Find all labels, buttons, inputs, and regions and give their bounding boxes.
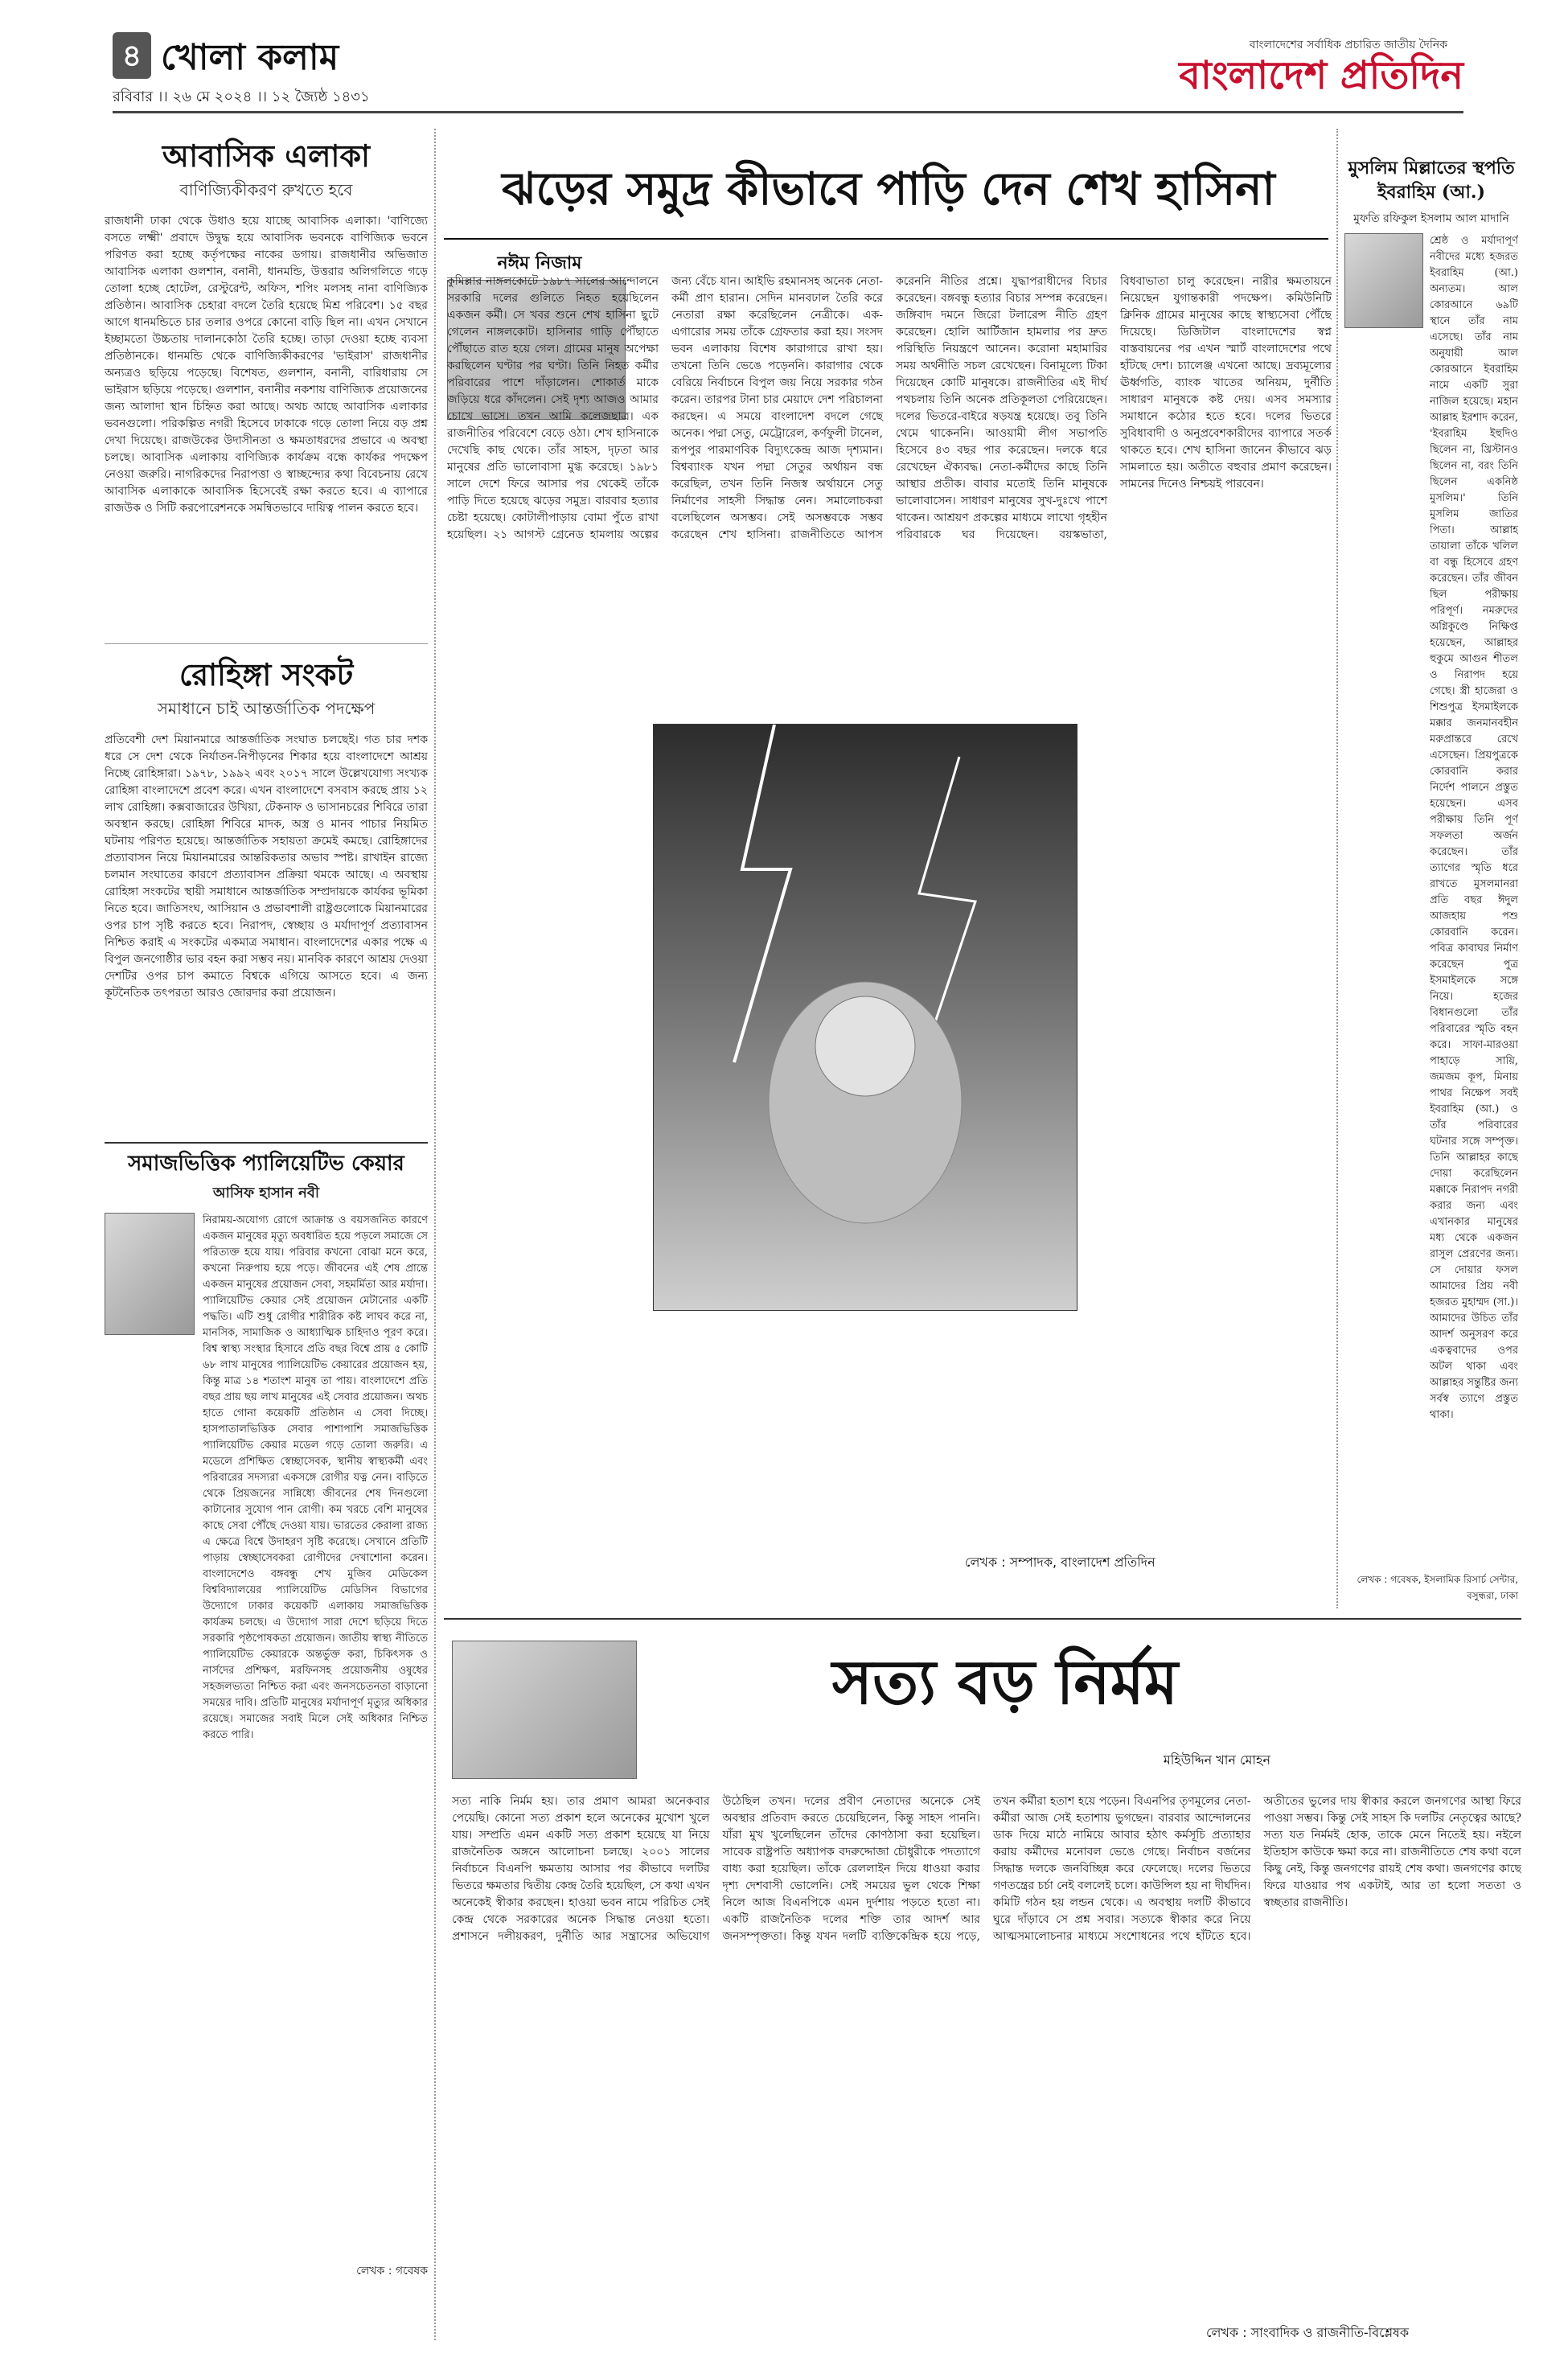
masthead-rule: [113, 111, 1463, 113]
palliative-article: [105, 1146, 428, 2281]
paper-tagline: বাংলাদেশের সর্বাধিক প্রচারিত জাতীয় দৈনিক: [1249, 39, 1447, 51]
page-number: ৪: [121, 38, 142, 73]
second-body-text: সত্য নাকি নির্মম হয়। তার প্রমাণ আমরা অনেকবার পেয়েছি। কোনো সত্য প্রকাশ হলে অনেকের মুখোশ খুলে যায়। সম্প্রতি এমন একটি সত্য প্রকাশ হয়েছে যা নিয়ে রাজনৈতিক অঙ্গনে আলোচনা চলছে। ২০০১ সালের নির্বাচনে বিএনপি ক্ষমতায় আসার পর কীভাবে দলটির ভিতরে ক্ষমতার দ্বিতীয় কেন্দ্র তৈরি হয়েছিল, সে কথা এখন অনেকেই স্বীকার করছেন। হাওয়া ভবন নামে পরিচিত সেই কেন্দ্র থেকে সরকারের অনেক সিদ্ধান্ত নেওয়া হতো। প্রশাসনে দলীয়করণ, দুর্নীতি আর সন্ত্রাসের অভিযোগ উঠেছিল তখন। দলের প্রবীণ নেতাদের অনেকে সেই অবস্থার প্রতিবাদ করতে চেয়েছিলেন, কিন্তু সাহস পাননি। যাঁরা মুখ খুলেছিলেন তাঁদের কোণঠাসা করা হয়েছিল। সাবেক রাষ্ট্রপতি অধ্যাপক বদরুদ্দোজা চৌধুরীকে পদত্যাগে বাধ্য করা হয়েছিল। তাঁকে রেললাইন দিয়ে ধাওয়া করার দৃশ্য দেশবাসী ভোলেনি। সেই সময়ের ভুল থেকে শিক্ষা নিলে আজ বিএনপিকে এমন দুর্দশায় পড়তে হতো না। একটি রাজনৈতিক দলের শক্তি তার আদর্শ আর জনসম্পৃক্ততা। কিন্তু যখন দলটি ব্যক্তিকেন্দ্রিক হয়ে পড়ে, তখন কর্মীরা হতাশ হয়ে পড়েন। বিএনপির তৃণমূলের নেতা-কর্মীরা আজ সেই হতাশায় ভুগছেন। বারবার আন্দোলনের ডাক দিয়ে মাঠে নামিয়ে আবার হঠাৎ কর্মসূচি প্রত্যাহার করায় কর্মীদের মনোবল ভেঙে গেছে। নির্বাচন বর্জনের সিদ্ধান্ত দলকে জনবিচ্ছিন্ন করে ফেলেছে। দলের ভিতরে গণতন্ত্রের চর্চা নেই বললেই চলে। কাউন্সিল হয় না দীর্ঘদিন। কমিটি গঠন হয় লন্ডন থেকে। এ অবস্থায় দলটি কীভাবে ঘুরে দাঁড়াবে সে প্রশ্ন সবার। সত্যকে স্বীকার করে নিয়ে আত্মসমালোচনার মাধ্যমে সংশোধনের পথে হাঁটতে হবে। অতীতের ভুলের দায় স্বীকার করলে জনগণের আস্থা ফিরে পাওয়া সম্ভব। কিন্তু সেই সাহস কি দলটির নেতৃত্বের আছে? সত্য যত নির্মমই হোক, তাকে মেনে নিতেই হয়। নইলে ইতিহাস কাউকে ক্ষমা করে না। রাজনীতিতে শেষ কথা বলে কিছু নেই, কিন্তু জনগণের রায়ই শেষ কথা। জনগণের কাছে ফিরে যাওয়ার পথ একটাই, আর তা হলো সততা ও স্বচ্ছতার রাজনীতি।: [452, 1795, 1521, 1943]
editorial-rohingya-title: রোহিঙ্গা সংকট: [179, 656, 354, 692]
section-title: খোলা কলাম: [161, 37, 339, 78]
palliative-title: সমাজভিত্তিক প্যালিয়েটিভ কেয়ার: [128, 1152, 404, 1176]
palliative-divider: [105, 1142, 428, 1144]
editorial-abasik-body: রাজধানী ঢাকা থেকে উধাও হয়ে যাচ্ছে আবাসিক এলাকা। 'বাণিজ্যে বসতে লক্ষ্মী' প্রবাদে উদ্বুদ্ধ হয়ে আবাসিক ভবনকে বাণিজ্যিক ভবনে পরিণত করা হচ্ছে কর্তৃপক্ষের নাকের ডগায়। রাজধানীর অভিজাত আবাসিক এলাকা গুলশান, বনানী, ধানমন্ডি, উত্তরার অলিগলিতে গড়ে তোলা হচ্ছে হোটেল, রেস্টুরেন্ট, অফিস, শপিং মলসহ নানা বাণিজ্যিক প্রতিষ্ঠান। আবাসিক চেহারা বদলে তৈরি হয়েছে মিশ্র পরিবেশ। ১৫ বছর আগে ধানমন্ডিতে চার তলার ওপরে কোনো বাড়ি ছিল না। এখন সেখানে ইচ্ছামতো উচ্চতায় দালানকোঠা তৈরি হচ্ছে। তাড়া দেওয়া হচ্ছে ব্যবসা প্রতিষ্ঠানকে। ধানমন্ডি থেকে বাণিজ্যিকীকরণের 'ভাইরাস' রাজধানীর অন্যত্রও ছড়িয়ে পড়েছে। বিশেষত, গুলশান, বনানী, বারিধারায় সে ভাইরাস ছড়িয়ে পড়েছে। গুলশান, বনানীর নকশায় বাণিজ্যিক প্রয়োজনের জন্য আলাদা স্থান চিহ্নিত করা আছে। অথচ আছে আবাসিক এলাকার ভবনগুলো। পরিকল্পিত নগরী হিসেবে ঢাকাকে গড়ে তোলা নিয়ে বড় প্রশ্ন দেখা দিয়েছে। রাজউকের উদাসীনতা ও ক্ষমতাধরদের প্রভাবে এ অবস্থা চলছে। আবাসিক এলাকায় বাণিজ্যিক কার্যক্রম বন্ধে কার্যকর পদক্ষেপ নেওয়া জরুরি। নাগরিকদের নিরাপত্তা ও স্বাচ্ছন্দ্যের কথা বিবেচনায় রেখে আবাসিক এলাকাকে আবাসিক হিসেবেই রক্ষা করতে হবে। এ ব্যাপারে রাজউক ও সিটি করপোরেশনকে সমন্বিতভাবে দায়িত্ব পালন করতে হবে।: [105, 215, 428, 515]
palliative-footer: লেখক : গবেষক: [356, 2265, 428, 2277]
right-article-title: মুসলিম মিল্লাতের স্থপতি ইবরাহিম (আ.): [1348, 158, 1515, 203]
right-article-footer: লেখক : গবেষক, ইসলামিক রিসার্চ সেন্টার, বসুন্ধরা, ঢাকা: [1357, 1574, 1518, 1601]
lead-body-text: কুমিল্লার নাঙ্গলকোটে ১৯৮৭ সালের আন্দোলনে সরকারি দলের গুলিতে নিহত হয়েছিলেন একজন কর্মী। সে খবর শুনে শেখ হাসিনা ছুটে গেলেন নাঙ্গলকোট। হাসিনার গাড়ি পৌঁছাতে পৌঁছাতে রাত হয়ে গেল। গ্রামের মানুষ অপেক্ষা করছিলেন ঘণ্টার পর ঘণ্টা। তিনি নিহত কর্মীর পরিবারের পাশে দাঁড়ালেন। শোকার্ত মাকে জড়িয়ে ধরে কাঁদলেন। সেই দৃশ্য আজও আমার চোখে ভাসে। তখন আমি কলেজছাত্র। এক রাজনীতির পরিবেশে বেড়ে ওঠা। শেখ হাসিনাকে দেখেছি কাছ থেকে। তাঁর সাহস, দৃঢ়তা আর মানুষের প্রতি ভালোবাসা মুগ্ধ করেছে। ১৯৮১ সালে দেশে ফিরে আসার পর থেকেই তাঁকে পাড়ি দিতে হয়েছে ঝড়ের সমুদ্র। বারবার হত্যার চেষ্টা হয়েছে। কোটালীপাড়ায় বোমা পুঁতে রাখা হয়েছিল। ২১ আগস্ট গ্রেনেড হামলায় অল্পের জন্য বেঁচে যান। আইভি রহমানসহ অনেক নেতা-কর্মী প্রাণ হারান। সেদিন মানবঢাল তৈরি করে নেতারা রক্ষা করেছিলেন নেত্রীকে। এক-এগারোর সময় তাঁকে গ্রেফতার করা হয়। সংসদ ভবন এলাকায় বিশেষ কারাগারে রাখা হয়। তখনো তিনি ভেঙে পড়েননি। কারাগার থেকে বেরিয়ে নির্বাচনে বিপুল জয় নিয়ে সরকার গঠন করেন। তারপর টানা চার মেয়াদে দেশ পরিচালনা করছেন। এ সময়ে বাংলাদেশ বদলে গেছে অনেক। পদ্মা সেতু, মেট্রোরেল, কর্ণফুলী টানেল, রূপপুর পারমাণবিক বিদ্যুৎকেন্দ্র আজ দৃশ্যমান। বিশ্বব্যাংক যখন পদ্মা সেতুর অর্থায়ন বন্ধ করেছিল, তখন তিনি নিজস্ব অর্থায়নে সেতু নির্মাণের সাহসী সিদ্ধান্ত নেন। সমালোচকরা বলেছিলেন অসম্ভব। সেই অসম্ভবকে সম্ভব করেছেন শেখ হাসিনা। রাজনীতিতে আপস করেননি নীতির প্রশ্নে। যুদ্ধাপরাধীদের বিচার করেছেন। বঙ্গবন্ধু হত্যার বিচার সম্পন্ন করেছেন। জঙ্গিবাদ দমনে জিরো টলারেন্স নীতি গ্রহণ করেছেন। হোলি আর্টিজান হামলার পর দ্রুত পরিস্থিতি নিয়ন্ত্রণে আনেন। করোনা মহামারির সময় অর্থনীতি সচল রেখেছেন। বিনামূল্যে টিকা দিয়েছেন কোটি মানুষকে। রাজনীতির এই দীর্ঘ পথচলায় তিনি অনেক প্রতিকূলতা পেরিয়েছেন। দলের ভিতরে-বাইরে ষড়যন্ত্র হয়েছে। তবু তিনি থেমে থাকেননি। আওয়ামী লীগ সভাপতি হিসেবে ৪৩ বছর পার করেছেন। দলকে ধরে রেখেছেন ঐক্যবদ্ধ। নেতা-কর্মীদের কাছে তিনি আস্থার প্রতীক। বাবার মতোই তিনি মানুষকে ভালোবাসেন। সাধারণ মানুষের সুখ-দুঃখে পাশে থাকেন। আশ্রয়ণ প্রকল্পের মাধ্যমে লাখো গৃহহীন পরিবারকে ঘর দিয়েছেন। বয়স্কভাতা, বিধবাভাতা চালু করেছেন। নারীর ক্ষমতায়নে নিয়েছেন যুগান্তকারী পদক্ষেপ। কমিউনিটি ক্লিনিক গ্রামের মানুষের কাছে স্বাস্থ্যসেবা পৌঁছে দিয়েছে। ডিজিটাল বাংলাদেশের স্বপ্ন বাস্তবায়নের পর এখন স্মার্ট বাংলাদেশের পথে হাঁটছে দেশ। চ্যালেঞ্জ এখনো আছে। দ্রব্যমূল্যের ঊর্ধ্বগতি, ব্যাংক খাতের অনিয়ম, দুর্নীতি সাধারণ মানুষকে কষ্ট দেয়। এসব সমস্যার সমাধানে কঠোর হতে হবে। দলের ভিতরে সুবিধাবাদী ও অনুপ্রবেশকারীদের ব্যাপারে সতর্ক থাকতে হবে। শেখ হাসিনা জানেন কীভাবে ঝড় সামলাতে হয়। অতীতে বহুবার প্রমাণ করেছেন। সামনের দিনেও নিশ্চয়ই পারবেন।: [447, 275, 1332, 541]
editorial-abasik-subtitle: বাণিজ্যিকীকরণ রুখতে হবে: [179, 180, 353, 199]
palliative-author: আসিফ হাসান নবী: [212, 1185, 320, 1201]
lead-body: [447, 273, 1332, 1681]
second-footer: লেখক : সাংবাদিক ও রাজনীতি-বিশ্লেষক: [1206, 2325, 1410, 2340]
second-author-photo: [452, 1641, 637, 1779]
paper-logo: বাংলাদেশ প্রতিদিন: [1179, 53, 1463, 98]
second-body: [452, 1793, 1521, 2308]
lower-section-rule: [444, 1618, 1521, 1620]
editorial-abasik: [105, 137, 428, 614]
editorial-rohingya-body: প্রতিবেশী দেশ মিয়ানমারে আন্তর্জাতিক সংঘাত চলছেই। গত চার দশক ধরে সে দেশ থেকে নির্যাতন-নিপীড়নের শিকার হয়ে বাংলাদেশে আশ্রয় নিচ্ছে রোহিঙ্গারা। ১৯৭৮, ১৯৯২ এবং ২০১৭ সালে উল্লেখযোগ্য সংখ্যক রোহিঙ্গা বাংলাদেশে প্রবেশ করে। এখন বাংলাদেশে বসবাস করছে প্রায় ১২ লাখ রোহিঙ্গা। কক্সবাজারের উখিয়া, টেকনাফ ও ভাসানচরের শিবিরে তারা অবস্থান করছে। রোহিঙ্গা শিবিরে মাদক, অস্ত্র ও মানব পাচার নিয়মিত ঘটনায় পরিণত হয়েছে। আন্তর্জাতিক সহায়তা ক্রমেই কমছে। রোহিঙ্গাদের প্রত্যাবাসন নিয়ে মিয়ানমারের আন্তরিকতার অভাব স্পষ্ট। রাখাইন রাজ্যে চলমান সংঘাতের কারণে প্রত্যাবাসন প্রক্রিয়া থমকে আছে। এ অবস্থায় রোহিঙ্গা সংকটের স্থায়ী সমাধানে আন্তর্জাতিক সম্প্রদায়কে কার্যকর ভূমিকা নিতে হবে। জাতিসংঘ, আসিয়ান ও প্রভাবশালী রাষ্ট্রগুলোকে মিয়ানমারের ওপর চাপ সৃষ্টি করতে হবে। নিরাপদ, স্বেচ্ছায় ও মর্যাদাপূর্ণ প্রত্যাবাসন নিশ্চিত করাই এ সংকটের একমাত্র সমাধান। বাংলাদেশের একার পক্ষে এ বিপুল জনগোষ্ঠীর ভার বহন করা সম্ভব নয়। মানবিক কারণে আশ্রয় দেওয়া দেশটির ওপর চাপ কমাতে বিশ্বকে এগিয়ে আসতে হবে। এ জন্য কূটনৈতিক তৎপরতা আরও জোরদার করা প্রয়োজন।: [105, 733, 428, 1000]
lead-headline-rule: [444, 238, 1328, 240]
editorial-rohingya: [105, 655, 428, 1150]
palliative-author-photo: [105, 1213, 195, 1335]
editorial-abasik-title: আবাসিক এলাকা: [162, 138, 371, 174]
right-article-body: শ্রেষ্ঠ ও মর্যাদাপূর্ণ নবীদের মধ্যে হজরত ইবরাহিম (আ.) অন্যতম। আল কোরআনে ৬৯টি স্থানে তাঁর নাম এসেছে। তাঁর নাম অনুযায়ী আল কোরআনে ইবরাহিম নামে একটি সুরা নাজিল হয়েছে। মহান আল্লাহ ইরশাদ করেন, 'ইবরাহিম ইহুদিও ছিলেন না, খ্রিস্টানও ছিলেন না, বরং তিনি ছিলেন একনিষ্ঠ মুসলিম।' তিনি মুসলিম জাতির পিতা। আল্লাহ তায়ালা তাঁকে খলিল বা বন্ধু হিসেবে গ্রহণ করেছেন। তাঁর জীবন ছিল পরীক্ষায় পরিপূর্ণ। নমরুদের অগ্নিকুণ্ডে নিক্ষিপ্ত হয়েছেন, আল্লাহর হুকুমে আগুন শীতল ও নিরাপদ হয়ে গেছে। স্ত্রী হাজেরা ও শিশুপুত্র ইসমাইলকে মক্কার জনমানবহীন মরুপ্রান্তরে রেখে এসেছেন। প্রিয়পুত্রকে কোরবানি করার নির্দেশ পালনে প্রস্তুত হয়েছেন। এসব পরীক্ষায় তিনি পূর্ণ সফলতা অর্জন করেছেন। তাঁর ত্যাগের স্মৃতি ধরে রাখতে মুসলমানরা প্রতি বছর ঈদুল আজহায় পশু কোরবানি করেন। পবিত্র কাবাঘর নির্মাণ করেছেন পুত্র ইসমাইলকে সঙ্গে নিয়ে। হজের বিধানগুলো তাঁর পরিবারের স্মৃতি বহন করে। সাফা-মারওয়া পাহাড়ে সায়ি, জমজম কূপ, মিনায় পাথর নিক্ষেপ সবই ইবরাহিম (আ.) ও তাঁর পরিবারের ঘটনার সঙ্গে সম্পৃক্ত। তিনি আল্লাহর কাছে দোয়া করেছিলেন মক্কাকে নিরাপদ নগরী করার জন্য এবং এখানকার মানুষের মধ্য থেকে একজন রাসুল প্রেরণের জন্য। সে দোয়ার ফসল আমাদের প্রিয় নবী হজরত মুহাম্মদ (সা.)। আমাদের উচিত তাঁর আদর্শ অনুসরণ করে একত্ববাদের ওপর অটল থাকা এবং আল্লাহর সন্তুষ্টির জন্য সর্বস্ব ত্যাগে প্রস্তুত থাকা।: [1430, 235, 1518, 1421]
lead-footer: লেখক : সম্পাদক, বাংলাদেশ প্রতিদিন: [965, 1555, 1155, 1570]
lead-headline: ঝড়ের সমুদ্র কীভাবে পাড়ি দেন শেখ হাসিনা: [502, 162, 1275, 216]
right-article: [1344, 156, 1518, 1605]
right-column-separator: [1336, 129, 1338, 1608]
date-line: রবিবার ।। ২৬ মে ২০২৪ ।। ১২ জ্যৈষ্ঠ ১৪৩১: [113, 88, 370, 105]
second-author: মহিউদ্দিন খান মোহন: [1163, 1752, 1270, 1768]
left-column-separator: [434, 129, 436, 2340]
lead-author: নঈম নিজাম: [497, 253, 582, 273]
editorial-rohingya-subtitle: সমাধানে চাই আন্তর্জাতিক পদক্ষেপ: [157, 699, 376, 718]
second-headline: সত্য বড় নির্মম: [831, 1646, 1179, 1718]
right-article-author-photo: [1344, 233, 1423, 328]
editorial-divider: [105, 643, 428, 644]
page-number-badge: [113, 32, 151, 79]
palliative-body: নিরাময়-অযোগ্য রোগে আক্রান্ত ও বয়সজনিত কারণে একজন মানুষের মৃত্যু অবধারিত হয়ে পড়লে সমাজে সে পরিত্যক্ত হয়ে যায়। পরিবার কখনো বোঝা মনে করে, কখনো নিরুপায় হয়ে পড়ে। জীবনের এই শেষ প্রান্তে একজন মানুষের প্রয়োজন সেবা, সহমর্মিতা আর মর্যাদা। প্যালিয়েটিভ কেয়ার সেই প্রয়োজন মেটানোর একটি পদ্ধতি। এটি শুধু রোগীর শারীরিক কষ্ট লাঘব করে না, মানসিক, সামাজিক ও আধ্যাত্মিক চাহিদাও পূরণ করে। বিশ্ব স্বাস্থ্য সংস্থার হিসাবে প্রতি বছর বিশ্বে প্রায় ৫ কোটি ৬৮ লাখ মানুষের প্যালিয়েটিভ কেয়ারের প্রয়োজন হয়, কিন্তু মাত্র ১৪ শতাংশ মানুষ তা পায়। বাংলাদেশে প্রতি বছর প্রায় ছয় লাখ মানুষের এই সেবার প্রয়োজন। অথচ হাতে গোনা কয়েকটি প্রতিষ্ঠান এ সেবা দিচ্ছে। হাসপাতালভিত্তিক সেবার পাশাপাশি সমাজভিত্তিক প্যালিয়েটিভ কেয়ার মডেল গড়ে তোলা জরুরি। এ মডেলে প্রশিক্ষিত স্বেচ্ছাসেবক, স্থানীয় স্বাস্থ্যকর্মী এবং পরিবারের সদস্যরা একসঙ্গে রোগীর যত্ন নেন। বাড়িতে থেকে প্রিয়জনের সান্নিধ্যে জীবনের শেষ দিনগুলো কাটানোর সুযোগ পান রোগী। কম খরচে বেশি মানুষের কাছে সেবা পৌঁছে দেওয়া যায়। ভারতের কেরালা রাজ্য এ ক্ষেত্রে বিশ্বে উদাহরণ সৃষ্টি করেছে। সেখানে প্রতিটি পাড়ায় স্বেচ্ছাসেবকরা রোগীদের দেখাশোনা করেন। বাংলাদেশেও বঙ্গবন্ধু শেখ মুজিব মেডিকেল বিশ্ববিদ্যালয়ের প্যালিয়েটিভ মেডিসিন বিভাগের উদ্যোগে ঢাকার কয়েকটি এলাকায় সমাজভিত্তিক কার্যক্রম চলছে। এ উদ্যোগ সারা দেশে ছড়িয়ে দিতে সরকারি পৃষ্ঠপোষকতা প্রয়োজন। জাতীয় স্বাস্থ্য নীতিতে প্যালিয়েটিভ কেয়ারকে অন্তর্ভুক্ত করা, চিকিৎসক ও নার্সদের প্রশিক্ষণ, মরফিনসহ প্রয়োজনীয় ওষুধের সহজলভ্যতা নিশ্চিত করা এবং জনসচেতনতা বাড়ানো সময়ের দাবি। প্রতিটি মানুষের মর্যাদাপূর্ণ মৃত্যুর অধিকার রয়েছে। সমাজের সবাই মিলে সেই অধিকার নিশ্চিত করতে পারি।: [203, 1214, 428, 1741]
right-article-author: মুফতি রফিকুল ইসলাম আল মাদানি: [1353, 212, 1509, 225]
